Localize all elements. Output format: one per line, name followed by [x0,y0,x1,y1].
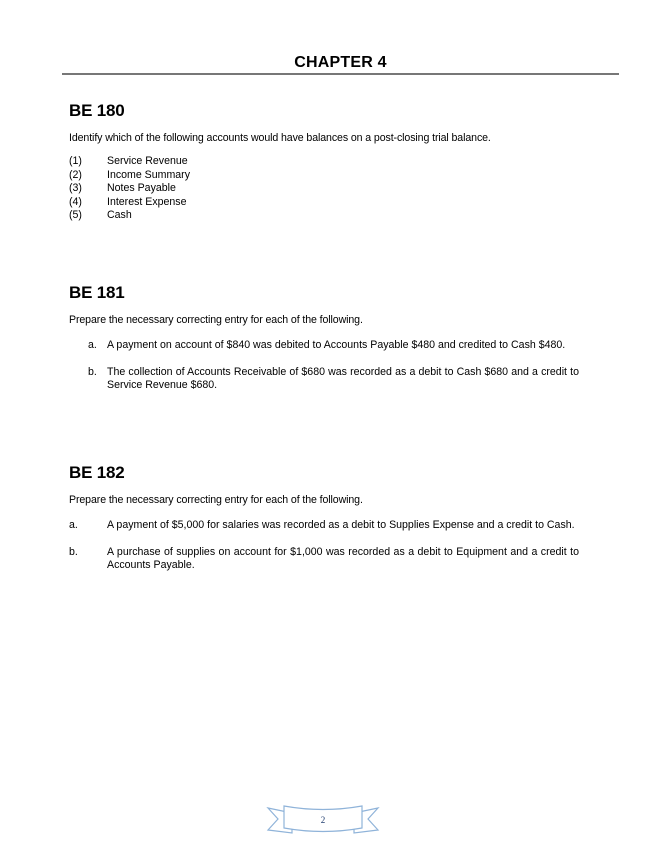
list-item [69,155,579,169]
item-text: A payment of $5,000 for salaries was recorded as a debit to Supplies Expense and a credit to Cash. [107,519,575,531]
page-number: 2 [320,815,326,825]
item-number: (3) [69,182,82,194]
exercise-instruction: Identify which of the following accounts would have balances on a post-closing trial balance. [69,132,491,144]
item-label: b. [69,545,78,558]
exercise-be181 [69,283,579,406]
list-item [69,209,579,223]
item-text: Income Summary [107,168,191,181]
exercise-heading: BE 181 [69,283,125,302]
entry-list [69,519,579,573]
item-label: a. [88,339,97,351]
item-text: A payment on account of $840 was debited to Accounts Payable $480 and credited to Cash $480. [107,339,566,351]
item-text: Service Revenue [107,155,188,167]
chapter-title: CHAPTER 4 [294,54,387,71]
list-item [69,546,579,573]
item-label: a. [69,519,78,531]
list-item [69,182,579,196]
item-text: Cash [107,209,132,221]
exercise-be182 [69,463,579,586]
exercise-heading: BE 182 [69,463,125,482]
item-text: Interest Expense [107,195,187,208]
exercise-instruction: Prepare the necessary correcting entry for each of the following. [69,494,363,506]
exercise-instruction: Prepare the necessary correcting entry for each of the following. [69,314,363,326]
item-text: Notes Payable [107,182,176,194]
item-text: A purchase of supplies on account for $1,000 was recorded as a debit to Equipment and a credit to Accounts Payable. [107,545,579,571]
list-item [69,196,579,210]
list-item [69,366,579,393]
item-number: (5) [69,209,82,221]
list-item [69,339,579,353]
exercise-be180 [69,101,579,223]
item-text: The collection of Accounts Receivable of $680 was recorded as a debit to Cash $680 and a credit to Service Revenue $680. [107,365,579,391]
entry-list [69,339,579,393]
item-number: (4) [69,195,82,208]
list-item [69,519,579,533]
account-list [69,155,579,223]
chapter-divider [62,73,619,75]
item-number: (2) [69,168,82,181]
item-label: b. [88,365,97,378]
exercise-heading: BE 180 [69,101,125,120]
list-item [69,169,579,183]
item-number: (1) [69,155,82,167]
